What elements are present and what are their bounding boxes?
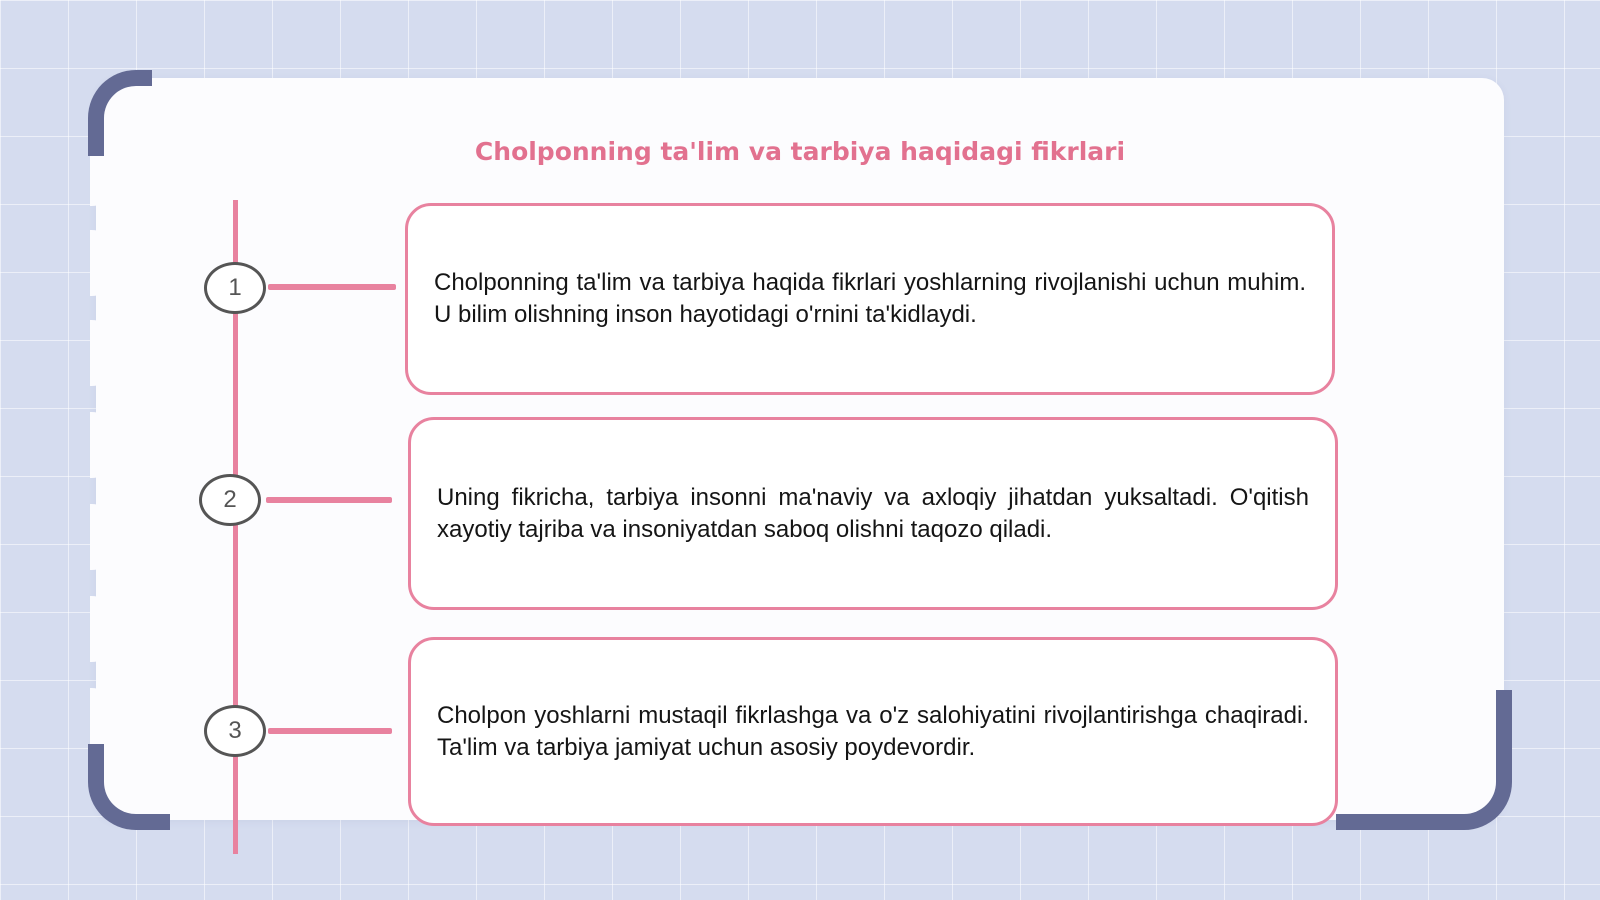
content-card [408, 417, 1338, 610]
corner-bracket-bottom-left [88, 744, 170, 830]
content-card [405, 203, 1335, 395]
slide-title: Cholponning ta'lim va tarbiya haqidagi fikrlari [474, 136, 1126, 166]
corner-bracket-bottom-right [1336, 690, 1512, 830]
step-number-circle [204, 262, 266, 314]
card-text: Cholponning ta'lim va tarbiya haqida fikrlari yoshlarning rivojlanishi uchun muhim. U bilim olishning inson hayotidagi o'rnini ta'kidlaydi. [434, 269, 1306, 328]
step-number: 1 [228, 274, 242, 301]
timeline-connector [266, 497, 392, 503]
step-number: 2 [223, 486, 237, 513]
step-number: 3 [228, 717, 242, 744]
card-text: Uning fikricha, tarbiya insonni ma'naviy va axloqiy jihatdan yuksaltadi. O'qitish xayotiy tajriba va insoniyatdan saboq olishni taqozo qiladi. [437, 483, 1309, 543]
step-number-circle [199, 474, 261, 526]
content-card [408, 637, 1338, 826]
timeline-connector [268, 284, 396, 290]
step-number-circle [204, 705, 266, 757]
card-text: Cholpon yoshlarni mustaqil fikrlashga va o'z salohiyatini rivojlantirishga chaqiradi. Ta'lim va tarbiya jamiyat uchun asosiy poydevordir. [437, 701, 1309, 761]
corner-bracket-top-left [88, 70, 152, 156]
timeline-connector [268, 728, 392, 734]
